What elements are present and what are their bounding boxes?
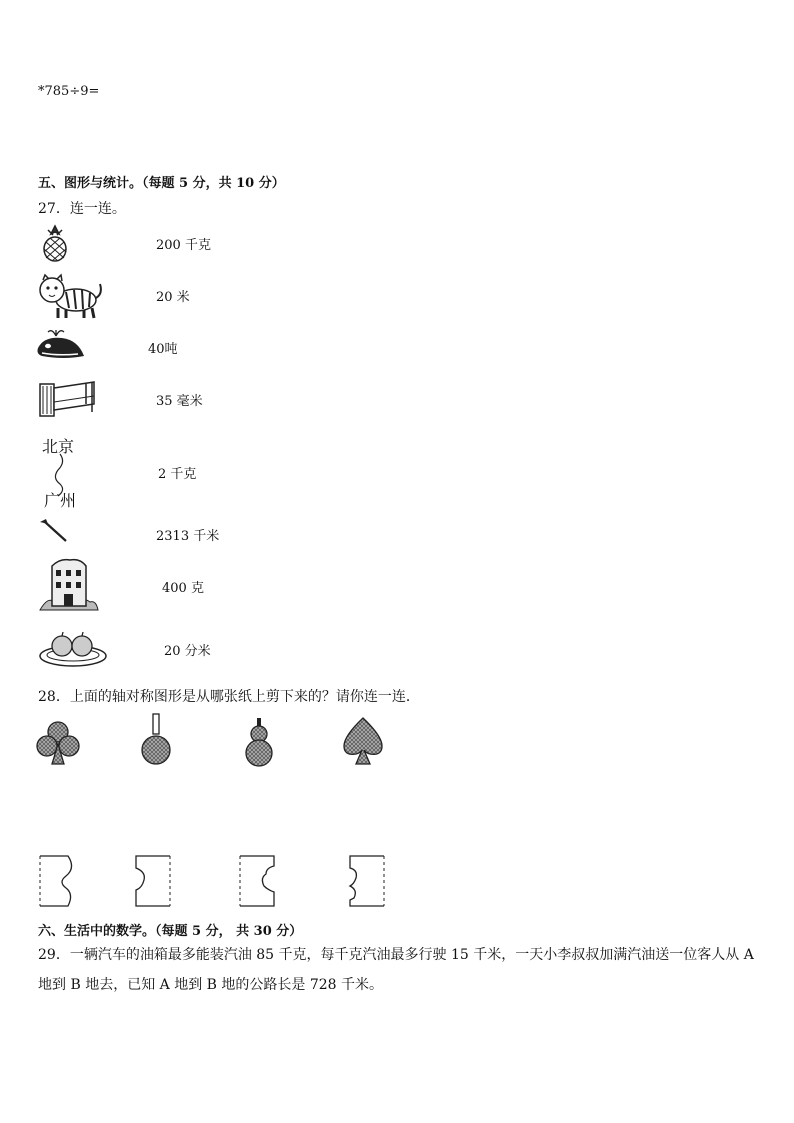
q27-label-1: 200 千克 — [156, 238, 211, 253]
q27-label-4: 35 毫米 — [156, 394, 203, 409]
gourd-icon — [242, 716, 276, 768]
q27-label-5: 2 千克 — [158, 467, 197, 482]
q29-text: 29．一辆汽车的油箱最多能装汽油 85 千克，每千克汽油最多行驶 15 千米，一天小李叔叔加满汽油送一位客人从 A 地到 B 地去，已知 A 地到 B 地的公路长是 728 千米。 — [38, 947, 754, 993]
building-icon — [38, 556, 100, 612]
club-icon — [36, 720, 80, 766]
section6-title: 六、生活中的数学。（每题 5 分， 共 30 分） — [38, 924, 303, 939]
whale-icon — [34, 326, 86, 362]
q27-label-2: 20 米 — [156, 290, 190, 305]
spade-icon — [340, 716, 386, 766]
bottle-icon — [140, 712, 172, 768]
q27-label-3: 40吨 — [148, 342, 178, 357]
map-label-top: 北京 — [42, 437, 75, 456]
paper-cut-2[interactable] — [130, 854, 174, 908]
beijing-guangzhou-map-icon — [38, 432, 88, 512]
q27-label-6: 2313 千米 — [156, 529, 220, 544]
bed-icon — [36, 374, 98, 418]
q27-title: 27．连一连。 — [38, 201, 126, 217]
tiger-icon — [36, 272, 104, 320]
nail-icon — [38, 518, 70, 544]
map-label-bottom: 广州 — [44, 491, 77, 510]
paper-cut-3[interactable] — [236, 854, 280, 908]
section5-title: 五、图形与统计。（每题 5 分，共 10 分） — [38, 176, 285, 191]
fruit-plate-icon — [38, 628, 108, 668]
q27-label-8: 20 分米 — [164, 644, 211, 659]
q26-expression: *785÷9= — [38, 84, 100, 99]
paper-cut-4[interactable] — [344, 854, 388, 908]
paper-cut-1[interactable] — [36, 854, 78, 908]
q27-label-7: 400 克 — [162, 581, 204, 596]
q28-title: 28．上面的轴对称图形是从哪张纸上剪下来的？请你连一连． — [38, 689, 420, 705]
pineapple-icon — [38, 224, 72, 262]
